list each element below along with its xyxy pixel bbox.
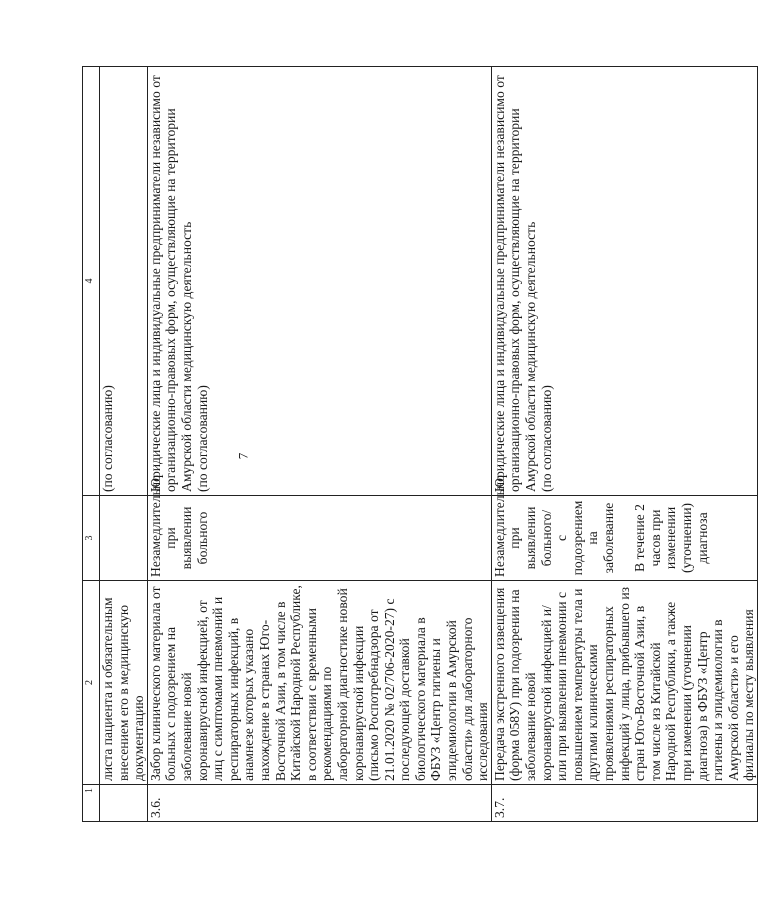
term-cell: Незамедлительно при выявлении больного [147, 496, 491, 581]
header-row [83, 67, 100, 822]
measure-cell: Передача экстренного извещения (форма 058У) при подозрении на заболевание новой коронавирусной инфекцией и/или при выявлении пневмонии с повышением температуры тела и другими клиническими проявлениями респираторных инфекций у лица, прибывшего из стран Юго-Восточной Азии, в том числе из Китайской Народной Республики, а также при изменении (уточнении диагноза) в ФБУЗ «Центр гигиены и эпидемиологии в Амурской области» и его филиалы по месту выявления [491, 581, 757, 785]
page-number: 7 [235, 452, 251, 460]
continuation-row [100, 67, 148, 822]
executors-cell: Юридические лица и индивидуальные предприниматели независимо от организационно-правовых форм, осуществляющие на территории Амурской области медицинскую деятельность (по согласованию) [147, 67, 491, 496]
row-number: 3.6. [147, 785, 491, 822]
continuation-executors-cell: (по согласованию) [100, 67, 148, 496]
header-col-4: 4 [83, 67, 100, 496]
continuation-measure-cell: листа пациента и обязательным внесением его в медицинскую документацию [100, 581, 148, 785]
header-col-2: 2 [83, 581, 100, 785]
continuation-num-cell [100, 785, 148, 822]
row-number: 3.7. [491, 785, 757, 822]
continuation-term-cell [100, 496, 148, 581]
header-col-1: 1 [83, 785, 100, 822]
table-row [147, 67, 491, 822]
header-col-3: 3 [83, 496, 100, 581]
term-cell: Незамедлительно при выявлении больного/ с подозрением на заболевание В течение 2 часов при изменении (уточнении) диагноза [491, 496, 757, 581]
measures-table [82, 66, 758, 822]
rotated-table-wrapper [82, 67, 757, 822]
executors-cell: Юридические лица и индивидуальные предприниматели независимо от организационно-правовых форм, осуществляющие на территории Амурской области медицинскую деятельность (по согласованию) [491, 67, 757, 496]
table-row [491, 67, 757, 822]
measure-cell: Забор клинического материала от больных с подозрением на заболевание новой коронавирусной инфекцией, от лиц с симптомами пневмоний и респираторных инфекций, в анамнезе которых указано нахождение в странах Юго-Восточной Азии, в том числе в Китайской Народной Республике, в соответствии с временными рекомендациями по лабораторной диагностике новой коронавирусной инфекции (письмо Роспотребнадзора от 21.01.2020 № 02/706-2020-27) с последующей доставкой биологического материала в ФБУЗ «Центр гигиены и эпидемиологии в Амурской области» для лабораторного исследования [147, 581, 491, 785]
